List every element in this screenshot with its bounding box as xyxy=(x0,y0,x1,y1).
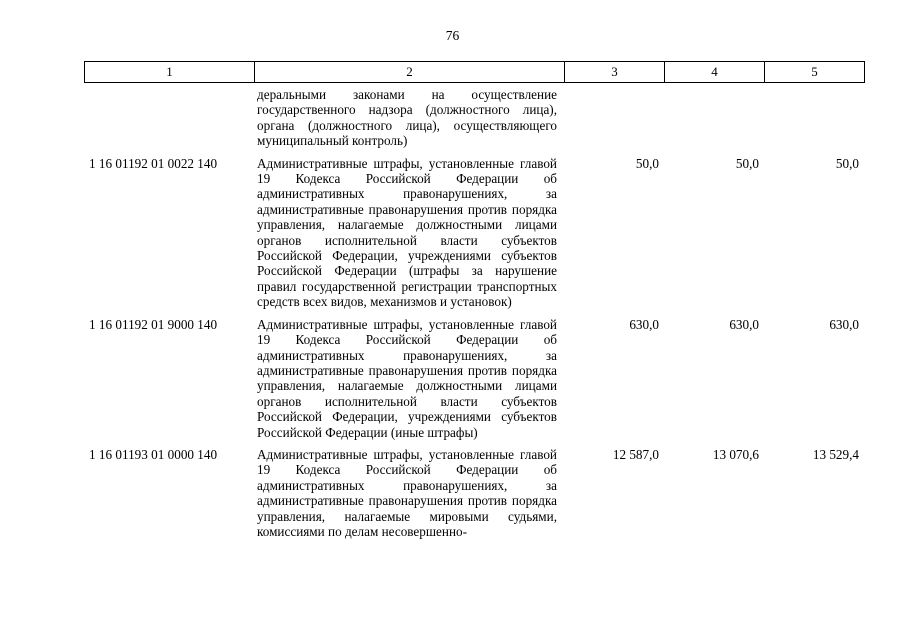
value-col-3: 50,0 xyxy=(635,155,659,171)
value-col-5: 13 529,4 xyxy=(812,446,859,462)
budget-table xyxy=(84,87,864,539)
budget-code: 1 16 01192 01 0022 140 xyxy=(89,155,218,171)
header-col-3: 3 xyxy=(565,62,665,83)
continuation-row xyxy=(84,87,864,156)
budget-code: 1 16 01193 01 0000 140 xyxy=(89,446,218,462)
header-row xyxy=(85,62,865,83)
continuation-text: деральными законами на осуществление государственного надзора (должностного лица), органа (должностного лица), осуществляющего муниципальный контроль) xyxy=(257,87,557,149)
row-description: Административные штрафы, установленные главой 19 Кодекса Российской Федерации об административных правонарушениях, за административные правонарушения против порядка управления, налагаемые должностными лицами органов исполнительной власти субъектов Российской Федерации, учреждениями субъектов Российской Федерации (штрафы за нарушение правил государственной регистрации транспортных средств всех видов, механизмов и установок) xyxy=(257,155,557,310)
table-row xyxy=(84,447,864,539)
value-col-4: 630,0 xyxy=(729,316,759,332)
budget-code: 1 16 01192 01 9000 140 xyxy=(89,316,218,332)
value-col-3: 12 587,0 xyxy=(612,446,659,462)
value-col-4: 13 070,6 xyxy=(712,446,759,462)
header-col-1: 1 xyxy=(85,62,255,83)
row-description: Административные штрафы, установленные главой 19 Кодекса Российской Федерации об административных правонарушениях, за административные правонарушения против порядка управления, налагаемые мировыми судьями, комиссиями по делам несовершенно- xyxy=(257,446,557,539)
table-row xyxy=(84,317,864,447)
value-col-3: 630,0 xyxy=(629,316,659,332)
header-col-2: 2 xyxy=(255,62,565,83)
table-row xyxy=(84,156,864,317)
page-number: 76 xyxy=(445,28,460,43)
column-number-header xyxy=(84,61,865,83)
header-col-4: 4 xyxy=(665,62,765,83)
value-col-5: 630,0 xyxy=(829,316,859,332)
header-col-5: 5 xyxy=(765,62,865,83)
value-col-4: 50,0 xyxy=(735,155,759,171)
value-col-5: 50,0 xyxy=(835,155,859,171)
row-description: Административные штрафы, установленные главой 19 Кодекса Российской Федерации об административных правонарушениях, за административные правонарушения против порядка управления, налагаемые должностными лицами органов исполнительной власти субъектов Российской Федерации, учреждениями субъектов Российской Федерации (иные штрафы) xyxy=(257,316,557,440)
